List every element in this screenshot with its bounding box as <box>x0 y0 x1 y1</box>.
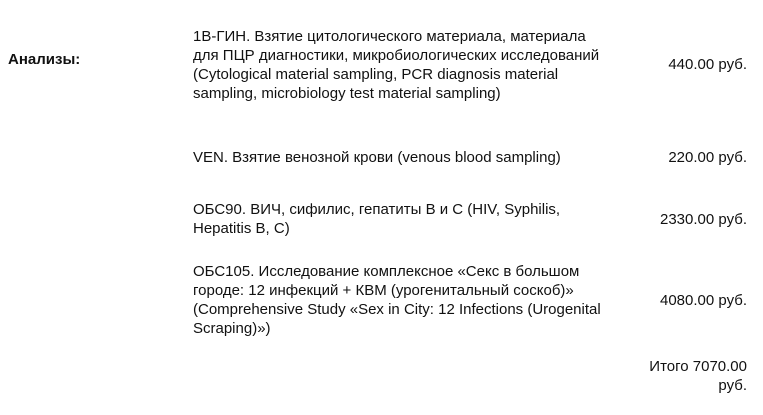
tests-section-label: Анализы: <box>8 51 81 68</box>
item-price: 220.00 руб. <box>668 148 747 166</box>
item-price: 4080.00 руб. <box>660 291 747 309</box>
list-item <box>193 199 753 239</box>
list-item <box>193 260 753 340</box>
item-description: ОБС105. Исследование комплексное «Секс в большом городе: 12 инфекций + КВМ (урогенитальный соскоб)» (Comprehensive Study «Sex in City: 12 Infections (Urogenital Scraping)») <box>193 263 601 337</box>
item-price: 2330.00 руб. <box>660 210 747 228</box>
list-item <box>193 14 753 115</box>
list-item <box>193 137 753 177</box>
tests-list <box>193 14 753 340</box>
total-amount: Итого 7070.00 руб. <box>649 358 747 394</box>
item-description: VEN. Взятие венозной крови (venous blood sampling) <box>193 148 561 166</box>
item-description: 1В-ГИН. Взятие цитологического материала, материала для ПЦР диагностики, микробиологических исследований (Cytological material sampling, PCR diagnosis material sampling, microbiology test material sampling) <box>193 27 600 102</box>
item-price: 440.00 руб. <box>668 56 747 73</box>
item-description: ОБС90. ВИЧ, сифилис, гепатиты В и С (HIV, Syphilis, Hepatitis B, C) <box>193 201 561 237</box>
